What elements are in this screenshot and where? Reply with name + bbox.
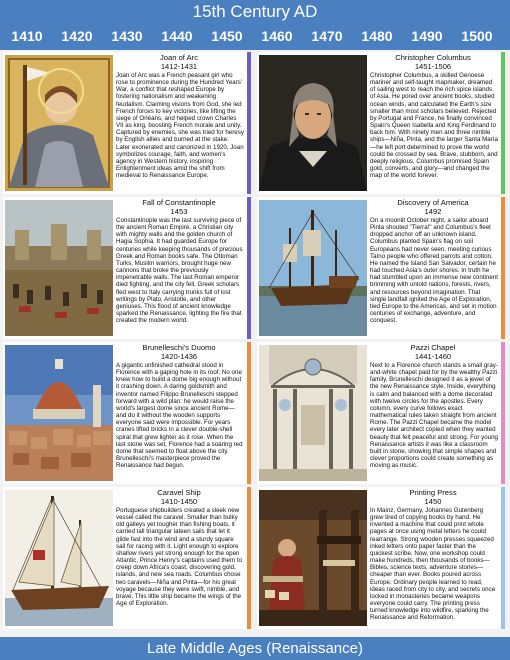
columbus-portrait [259, 55, 367, 191]
card-description: Portuguese shipbuilders created a sleek new vessel called the caravel. Smaller than bulky old galleys yet tougher than fishing boats, it carried tall triangular lateen sails that let it glide fast into the wind and a sturdy square sail for racing with it. Light enough to explore shallow rivers yet strong enough for the open Atlantic, Prince Henry's captains used them to creep down Africa's coast, discovering gold, islands, and new sea roads. Columbus chose two caravels—Niña and Pinta—for his great voyage because they were swift, nimble, and brave. This little ship became the wings of the Age of Exploration. [116, 507, 243, 608]
category-color-bar [247, 487, 251, 629]
siege-of-constantinople [5, 200, 113, 336]
card-dates: 1451-1506 [414, 61, 452, 71]
category-color-bar [247, 197, 251, 339]
era-label: Late Middle Ages (Renaissance) [147, 640, 363, 657]
year-label: 1500 [461, 28, 493, 44]
card-dates: 1441-1460 [414, 351, 452, 361]
card-title: Pazzi Chapel [410, 343, 456, 352]
card-description: Next to a Florence church stands a small gray-and-white chapel paid for by the wealthy Pazzi family. Brunelleschi designed it as a jewel of the new Renaissance style. Inside, everything is calm and balanced with a dome decorated with twelve circles for the apostles. Every column, every curve follows exact mathematical rules taken straight from ancient Rome. The Pazzi Chapel became the model every later architect copied when they wanted beauty that felt peaceful and strong. For young Renaissance artists it was like a classroom built in stone, showing that simple shapes and clever proportions could create something as moving as music. [370, 362, 498, 470]
year-label: 1420 [61, 28, 93, 44]
category-color-bar [501, 52, 505, 194]
category-color-bar [501, 487, 505, 629]
event-card-pazzi-chapel [257, 342, 505, 484]
year-label: 1430 [111, 28, 143, 44]
year-label: 1440 [161, 28, 193, 44]
card-dates: 1412-1431 [160, 61, 198, 71]
year-label: 1490 [411, 28, 443, 44]
card-title: Fall of Constantinople [142, 198, 216, 207]
timeline-years [0, 27, 510, 47]
caravel-ship [5, 490, 113, 626]
year-label: 1410 [11, 28, 43, 44]
card-title: Joan of Arc [160, 53, 198, 62]
category-color-bar [501, 342, 505, 484]
event-card-brunelleschi-duomo [3, 342, 251, 484]
card-description: In Mainz, Germany, Johannes Gutenberg grew tired of copying books by hand. He invented a machine that could print whole pages at once using metal letters he could rearrange. Strong wooden presses squeezed inked letters onto paper faster than the quickest scribe. Now, one workshop could make hundreds, then thousands of books—Bibles, science texts, adventure stories—cheaper than ever. Books poured across Europe. Ordinary people learned to read, ideas raced from city to city, and secrets once locked in monasteries became weapons everyone could carry. The printing press turned knowledge into wildfire, sparking the Renaissance and Reformation. [370, 507, 496, 622]
card-dates: 1453 [170, 206, 188, 216]
santa-maria-ship [259, 200, 367, 336]
card-title: Caravel Ship [157, 488, 201, 497]
card-description: Joan of Arc was a French peasant girl who rose to prominence during the Hundred Years' War, a conflict that reshaped Europe by fostering nationalism and weakening feudalism. Claiming visions from God, she led French forces to key victories, like lifting the siege of Orléans, and helped crown Charles VII as king, boosting French morale and unity. Captured by enemies, she was tried for heresy by English allies and burned at the stake. Later exonerated and canonized in 1920, Joan symbolizes courage, faith, and women's agency in Western history, inspiring Enlightenment ideas amid the shift from medieval to Renaissance Europe. [116, 72, 244, 180]
year-label: 1480 [361, 28, 393, 44]
card-dates: 1492 [424, 206, 442, 216]
card-description: Constantinople was the last surviving piece of the ancient Roman Empire, a Christian city with mighty walls and the golden church of Hagia Sophia. It had guarded Europe for centuries while keeping thousands of precious Greek and Roman books safe. The Ottoman Turks, Muslim warriors, brought huge new cannons that broke the previously impenetrable walls. The last Roman emperor died fighting, and the city fell. Greek scholars fled west to Italy carrying trunks full of lost writings by Plato, Aristotle, and other geniuses. This flood of ancient knowledge sparked the Renaissance, lighting the fire that created the modern world. [116, 217, 243, 325]
printing-press-workshop [259, 490, 367, 626]
year-label: 1470 [311, 28, 343, 44]
card-title: Brunelleschi's Duomo [142, 343, 216, 352]
joan-of-arc-portrait [5, 55, 113, 191]
header-banner [0, 0, 510, 50]
card-description: Christopher Columbus, a skilled Genoese mariner and self-taught mapmaker, dreamed of sailing west to reach the rich spice islands of Asia. He pored over ancient books, studied ocean winds, and calculated the Earth's size smaller than most scholars believed. Rejected by Portugal and France, he finally convinced Spain's Queen Isabella and King Ferdinand to back him. With ninety men and three nimble ships—Niña, Pinta, and the larger Santa María—he left port determined to prove the world could be crossed by sea. Brave, stubborn, and deeply religious, Columbus promised Spain gold, converts, and glory—and changed the map of the world forever. [370, 72, 498, 180]
card-dates: 1420-1436 [160, 351, 198, 361]
pazzi-chapel-interior [259, 345, 367, 481]
category-color-bar [247, 52, 251, 194]
event-card-columbus [257, 52, 505, 194]
card-dates: 1450 [424, 496, 442, 506]
category-color-bar [247, 342, 251, 484]
footer-banner [0, 637, 510, 660]
year-label: 1450 [211, 28, 243, 44]
card-title: Discovery of America [397, 198, 469, 207]
card-description: A gigantic unfinished cathedral stood in Florence with a gaping hole in its roof. No one knew how to build a dome big enough without it crashing down. A daring goldsmith and inventor named Filippo Brunelleschi stepped forward with a wild plan: he would raise the world's largest dome since ancient Rome—and do it without the wooden supports everyone said were impossible. For years cranes lifted bricks in a clever double-shell spiral that grew lighter as it rose. When the last stone was set, Florence had a soaring red dome that seemed to float above the city. Brunelleschi's masterpiece proved the Renaissance had begun. [116, 362, 243, 470]
event-card-fall-of-constantinople [3, 197, 251, 339]
page-title: 15th Century AD [192, 2, 318, 21]
card-description: On a moonlit October night, a sailor aboard Pinta shouted "Tierra!" and Columbus's fleet dropped anchor off an unknown island. Columbus planted Spain's flag on soil Europeans had never seen, meeting curious Taíno people who offered parrots and cotton. He named the island San Salvador, certain he had touched Asia's outer shores. In truth he had stumbled upon an immense new continent brimming with untold nations, forests, rivers, and resources beyond imagination. That single landfall ignited the Age of Exploration, tied Europe to the Americas, and set in motion centuries of exchange, adventure, and conquest. [370, 217, 498, 325]
card-dates: 1410-1450 [160, 496, 198, 506]
event-card-joan-of-arc [3, 52, 251, 194]
event-card-caravel-ship [3, 487, 251, 629]
florence-duomo [5, 345, 113, 481]
year-label: 1460 [261, 28, 293, 44]
card-title: Christopher Columbus [395, 53, 471, 62]
category-color-bar [501, 197, 505, 339]
event-card-discovery-of-america [257, 197, 505, 339]
event-card-printing-press [257, 487, 505, 629]
card-title: Printing Press [409, 488, 457, 497]
